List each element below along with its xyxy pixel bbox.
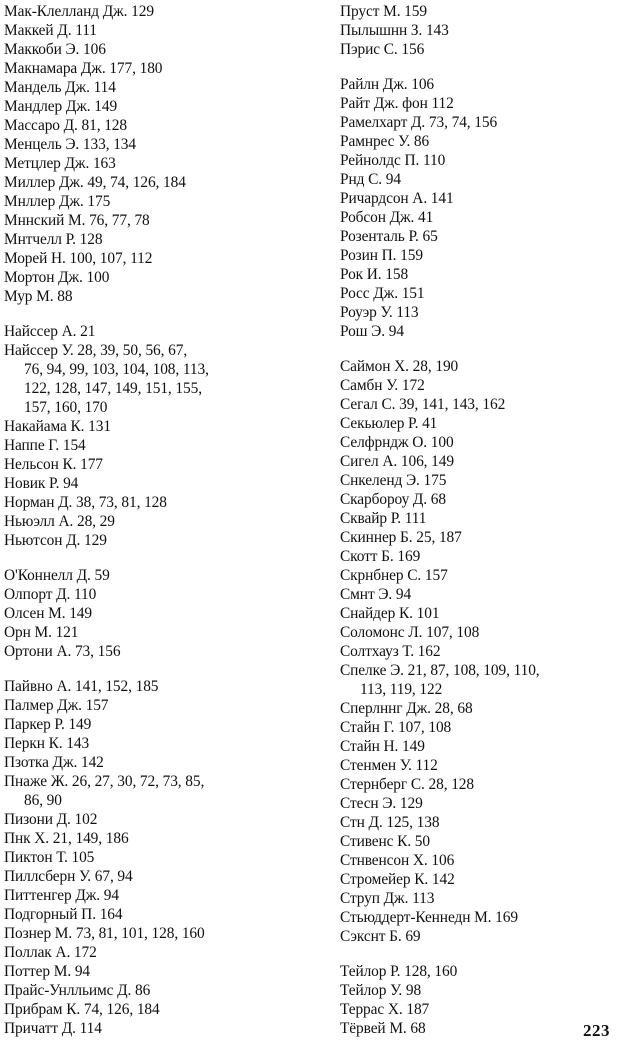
index-entry: Рамелхарт Д. 73, 74, 156 [340, 114, 498, 131]
index-entry: Мандлер Дж. 149 [4, 98, 118, 115]
index-entry: Прайс-Унлльимс Д. 86 [4, 982, 151, 999]
index-entry: Накайама К. 131 [4, 418, 111, 435]
index-entry: Рок И. 158 [340, 266, 409, 283]
index-entry: Пнк Х. 21, 149, 186 [4, 830, 129, 847]
index-entry: Пзотка Дж. 142 [4, 754, 104, 771]
index-entry: Мак-Клелланд Дж. 129 [4, 3, 154, 20]
index-entry: Стенмен У. 112 [340, 757, 438, 774]
index-entry: Мннский М. 76, 77, 78 [4, 212, 150, 229]
index-entry: Скарбороу Д. 68 [340, 491, 446, 508]
index-entry: Пизони Д. 102 [4, 811, 98, 828]
index-entry: Ричардсон А. 141 [340, 190, 454, 207]
index-entry: Орн М. 121 [4, 624, 79, 641]
index-entry: Найссер А. 21 [4, 323, 96, 340]
index-entry: Рош Э. 94 [340, 323, 404, 340]
index-entry: Маккей Д. 111 [4, 22, 97, 39]
index-entry: Норман Д. 38, 73, 81, 128 [4, 494, 167, 511]
index-entry: Смнт Э. 94 [340, 586, 412, 603]
index-entry: Наппе Г. 154 [4, 437, 86, 454]
index-entry: Олпорт Д. 110 [4, 586, 97, 603]
index-entry: Стайн Н. 149 [340, 738, 425, 755]
index-entry: Стивенс К. 50 [340, 833, 430, 850]
index-entry: Скрнбнер С. 157 [340, 567, 448, 584]
index-entry: Паркер Р. 149 [4, 716, 92, 733]
index-entry: Пнаже Ж. 26, 27, 30, 72, 73, 85, [4, 773, 205, 790]
index-entry: Соломонс Л. 107, 108 [340, 624, 480, 641]
index-entry: Ньюэлл А. 28, 29 [4, 513, 115, 530]
index-entry: Перкн К. 143 [4, 735, 90, 752]
index-entry-continuation: 76, 94, 99, 103, 104, 108, 113, [24, 361, 209, 378]
index-entry: Стромейер К. 142 [340, 871, 455, 888]
index-entry: Террас Х. 187 [340, 1001, 430, 1018]
index-entry: Палмер Дж. 157 [4, 697, 109, 714]
index-entry: Миллер Дж. 49, 74, 126, 184 [4, 174, 186, 191]
letter-group-gap [340, 59, 618, 75]
index-entry: Тейлор У. 98 [340, 982, 422, 999]
index-entry: Стесн Э. 129 [340, 795, 423, 812]
index-entry: Пиллсберн У. 67, 94 [4, 868, 133, 885]
index-entry: Снкеленд Э. 175 [340, 472, 447, 489]
page-number: 223 [583, 1021, 610, 1040]
index-entry: Менцель Э. 133, 134 [4, 136, 136, 153]
index-entry: Питтенгер Дж. 94 [4, 887, 119, 904]
index-entry: Сигел А. 106, 149 [340, 453, 454, 470]
index-entry: Сэкснт Б. 69 [340, 928, 421, 945]
index-entry: Мнллер Дж. 175 [4, 193, 111, 210]
index-entry: Макнамара Дж. 177, 180 [4, 60, 163, 77]
index-entry: Ньютсон Д. 129 [4, 532, 107, 549]
index-entry: Райлн Дж. 106 [340, 76, 435, 93]
index-column-right [340, 2, 618, 1038]
index-entry: Снайдер К. 101 [340, 605, 440, 622]
index-entry: Стьюддерт-Кеннедн М. 169 [340, 909, 518, 926]
index-entry: Стнвенсон Х. 106 [340, 852, 455, 869]
index-entry: Роуэр У. 113 [340, 304, 419, 321]
index-entry: Тёрвей М. 68 [340, 1020, 426, 1037]
index-entry: Метцлер Дж. 163 [4, 155, 116, 172]
index-entry: Мнтчелл Р. 128 [4, 231, 103, 248]
index-entry: О'Коннелл Д. 59 [4, 567, 110, 584]
index-entry: Стн Д. 125, 138 [340, 814, 440, 831]
index-entry: Пиктон Т. 105 [4, 849, 95, 866]
index-entry: Сквайр Р. 111 [340, 510, 427, 527]
letter-group-gap [340, 946, 618, 962]
index-entry: Прибрам К. 74, 126, 184 [4, 1001, 160, 1018]
index-entry: Розенталь Р. 65 [340, 228, 438, 245]
index-entry: Олсен М. 149 [4, 605, 92, 622]
index-entry-continuation: 122, 128, 147, 149, 151, 155, [24, 380, 202, 397]
index-entry: Познер М. 73, 81, 101, 128, 160 [4, 925, 205, 942]
index-entry: Пайвно А. 141, 152, 185 [4, 678, 159, 695]
index-entry: Селфрндж О. 100 [340, 434, 454, 451]
index-entry-continuation: 157, 160, 170 [24, 399, 108, 416]
index-entry: Секьюлер Р. 41 [340, 415, 438, 432]
index-entry: Робсон Дж. 41 [340, 209, 434, 226]
index-entry: Новик Р. 94 [4, 475, 79, 492]
index-entry: Морей Н. 100, 107, 112 [4, 250, 153, 267]
index-entry: Рейнолдс П. 110 [340, 152, 446, 169]
index-entry: Рнд С. 94 [340, 171, 401, 188]
letter-group-gap [4, 661, 312, 677]
index-entry: Росс Дж. 151 [340, 285, 425, 302]
index-entry: Скотт Б. 169 [340, 548, 421, 565]
index-entry: Пруст М. 159 [340, 3, 427, 20]
index-entry: Массаро Д. 81, 128 [4, 117, 128, 134]
index-entry: Мур М. 88 [4, 288, 73, 305]
index-entry: Пылышнн З. 143 [340, 22, 449, 39]
index-entry: Саймон Х. 28, 190 [340, 358, 459, 375]
index-entry: Сегал С. 39, 141, 143, 162 [340, 396, 506, 413]
index-column-left [4, 2, 312, 1038]
index-entry: Мортон Дж. 100 [4, 269, 110, 286]
index-entry: Розин П. 159 [340, 247, 423, 264]
index-entry: Ортони А. 73, 156 [4, 643, 121, 660]
index-entry: Самбн У. 172 [340, 377, 425, 394]
index-entry: Поллак А. 172 [4, 944, 97, 961]
letter-group-gap [340, 341, 618, 357]
index-entry: Сперлннг Дж. 28, 68 [340, 700, 473, 717]
index-entry: Солтхауз Т. 162 [340, 643, 441, 660]
index-entry: Нельсон К. 177 [4, 456, 103, 473]
index-entry: Пэрис С. 156 [340, 41, 425, 58]
index-entry: Тейлор Р. 128, 160 [340, 963, 458, 980]
index-entry: Поттер М. 94 [4, 963, 91, 980]
index-entry: Стайн Г. 107, 108 [340, 719, 452, 736]
index-entry: Найссер У. 28, 39, 50, 56, 67, [4, 342, 188, 359]
index-entry: Подгорный П. 164 [4, 906, 123, 923]
index-entry: Рамнрес У. 86 [340, 133, 430, 150]
index-entry-continuation: 113, 119, 122 [360, 681, 443, 698]
index-entry-continuation: 86, 90 [24, 792, 62, 809]
letter-group-gap [4, 306, 312, 322]
index-entry: Причатт Д. 114 [4, 1020, 102, 1037]
index-entry: Стернберг С. 28, 128 [340, 776, 474, 793]
index-entry: Скиннер Б. 25, 187 [340, 529, 462, 546]
index-entry: Мандель Дж. 114 [4, 79, 116, 96]
index-entry: Маккоби Э. 106 [4, 41, 106, 58]
index-entry: Спелке Э. 21, 87, 108, 109, 110, [340, 662, 540, 679]
index-entry: Струп Дж. 113 [340, 890, 435, 907]
letter-group-gap [4, 550, 312, 566]
index-entry: Райт Дж. фон 112 [340, 95, 454, 112]
